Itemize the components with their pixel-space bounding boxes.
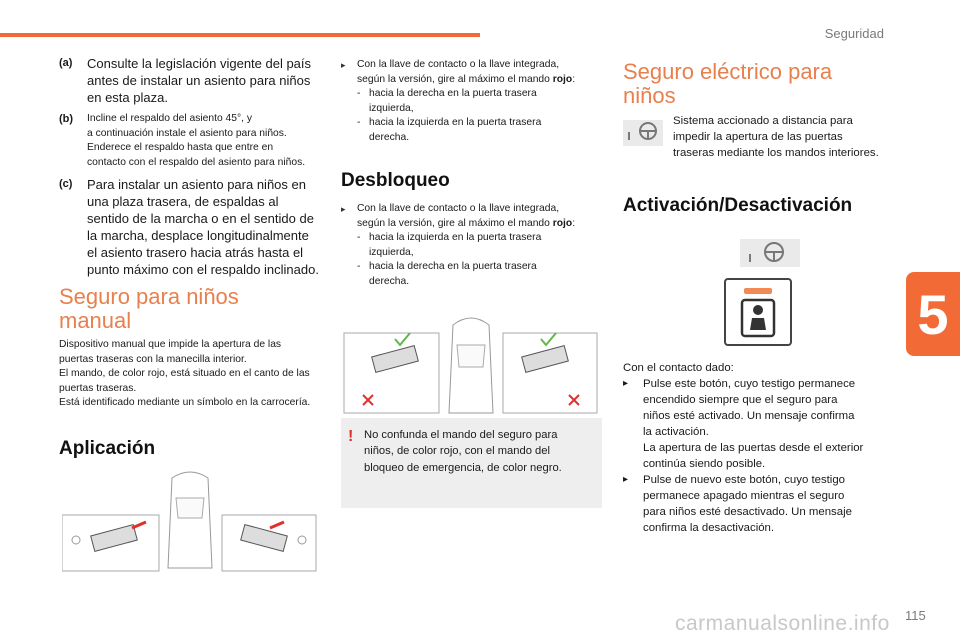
text-line: La apertura de las puertas desde el exterior [643, 442, 864, 454]
watermark: carmanualsonline.info [675, 612, 890, 635]
item-line: Incline el respaldo del asiento 45°, y [87, 113, 252, 124]
page-number: 115 [905, 608, 926, 623]
bullet-item [623, 376, 893, 472]
bullet-item [341, 202, 603, 231]
dash-item: - hacia la izquierda en la puerta trasera izquierda, [341, 231, 603, 260]
text-line: Con la llave de contacto o la llave integrada, [357, 203, 560, 214]
section-title: Seguridad [824, 26, 884, 41]
manual-lock-title: Seguro para niños manual [59, 284, 239, 333]
text-line: derecha. [369, 131, 410, 143]
text-line: El mando, de color rojo, está situado en el canto de las [59, 368, 310, 379]
text-line: para niños esté desactivado. Un mensaje [643, 506, 852, 518]
text-line: permanece apagado mientras el seguro [643, 490, 845, 502]
desbloqueo-title: Desbloqueo [341, 170, 450, 191]
list-item [59, 55, 321, 106]
bullet-marker-icon: ▸ [623, 474, 629, 485]
text-line: Está identificado mediante un símbolo en la carrocería. [59, 397, 311, 408]
text-line: la activación. [643, 426, 709, 438]
text-line: derecha. [369, 275, 410, 287]
title-line: niños [623, 83, 676, 108]
text-line: Dispositivo manual que impide la apertura de las [59, 339, 282, 350]
lock-instructions [341, 58, 603, 145]
warning-exclamation-icon: ! [348, 428, 354, 445]
electric-lock-title [623, 60, 863, 108]
steering-wheel-icon [623, 118, 663, 146]
text-line: izquierda, [369, 246, 414, 258]
text-line: Pulse este botón, cuyo testigo permanece [643, 378, 856, 390]
chapter-number: 5 [917, 283, 949, 346]
text-line: niños esté activado. Un mensaje confirma [643, 410, 855, 422]
text-line: puertas traseras. [59, 382, 137, 394]
header-accent-bar [0, 33, 480, 37]
text-line: Pulse de nuevo este botón, cuyo testigo [643, 474, 846, 486]
text-line: encendido siempre que el seguro para [643, 394, 838, 406]
text-line: puertas traseras con la manecilla interior. [59, 353, 247, 365]
child-lock-lock-illustration [62, 468, 318, 572]
indicator-light [744, 288, 772, 294]
activation-instructions [623, 360, 893, 536]
dash-item: - hacia la derecha en la puerta trasera derecha. [341, 260, 603, 289]
text-line: hacia la derecha en la puerta trasera [369, 261, 537, 272]
dash-item: - hacia la derecha en la puerta trasera izquierda, [341, 87, 603, 116]
item-label: (b) [59, 113, 74, 125]
activation-title: Activación/Desactivación [623, 195, 853, 216]
text-line: según la versión, gire al máximo el mando rojo: [357, 217, 576, 229]
text-line: izquierda, [369, 102, 414, 114]
item-text: Para instalar un asiento para niños en una plaza trasera, de espaldas al sentido de la marcha o en el sentido de la marcha, desplace longitudinalmente el asiento trasero hacia atrás hasta el punto máximo con el respaldo inclinado. [87, 177, 319, 277]
bullet-item [623, 472, 893, 536]
dash-item: - hacia la izquierda en la puerta trasera derecha. [341, 116, 603, 145]
child-lock-button[interactable] [724, 278, 792, 346]
bullet-item [341, 58, 603, 87]
title-line: Seguro eléctrico para [623, 59, 833, 84]
steering-wheel-icon [740, 237, 800, 267]
text-line: hacia la izquierda en la puerta trasera [369, 117, 542, 128]
text-line: hacia la izquierda en la puerta trasera [369, 232, 542, 243]
bullet-marker-icon: ▸ [341, 60, 346, 70]
text-line: continúa siendo posible. [643, 458, 766, 470]
left-column [59, 55, 321, 278]
list-item [59, 112, 321, 170]
child-lock-unlock-illustration [343, 315, 599, 415]
item-line: Enderece el respaldo hasta que entre en [87, 142, 274, 153]
warning-text: No confunda el mando del seguro para niños, de color rojo, con el mando del bloqueo de emergencia, de color negro. [364, 429, 562, 474]
bullet-marker-icon: ▸ [623, 378, 629, 389]
aplicacion-title: Aplicación [59, 438, 156, 459]
item-text: Consulte la legislación vigente del país antes de instalar un asiento para niños en esta plaza. [87, 56, 312, 105]
electric-lock-description: Sistema accionado a distancia para impedir la apertura de las puertas traseras mediante los mandos interiores. [673, 115, 879, 159]
list-item [59, 176, 321, 278]
text-line: hacia la derecha en la puerta trasera [369, 88, 537, 99]
item-label: (c) [59, 178, 73, 190]
text-line: confirma la desactivación. [643, 522, 775, 534]
text-line: Con la llave de contacto o la llave integrada, [357, 59, 560, 70]
manual-lock-description [59, 338, 329, 411]
item-line: a continuación instale el asiento para niños. [87, 127, 287, 139]
item-line: contacto con el respaldo del asiento para niños. [87, 156, 306, 168]
unlock-instructions [341, 202, 603, 289]
bullet-marker-icon: ▸ [341, 204, 346, 214]
intro-text: Con el contacto dado: [623, 362, 734, 374]
child-lock-button-icon [740, 298, 776, 338]
text-line: según la versión, gire al máximo el mando rojo: [357, 73, 576, 85]
item-label: (a) [59, 57, 73, 69]
